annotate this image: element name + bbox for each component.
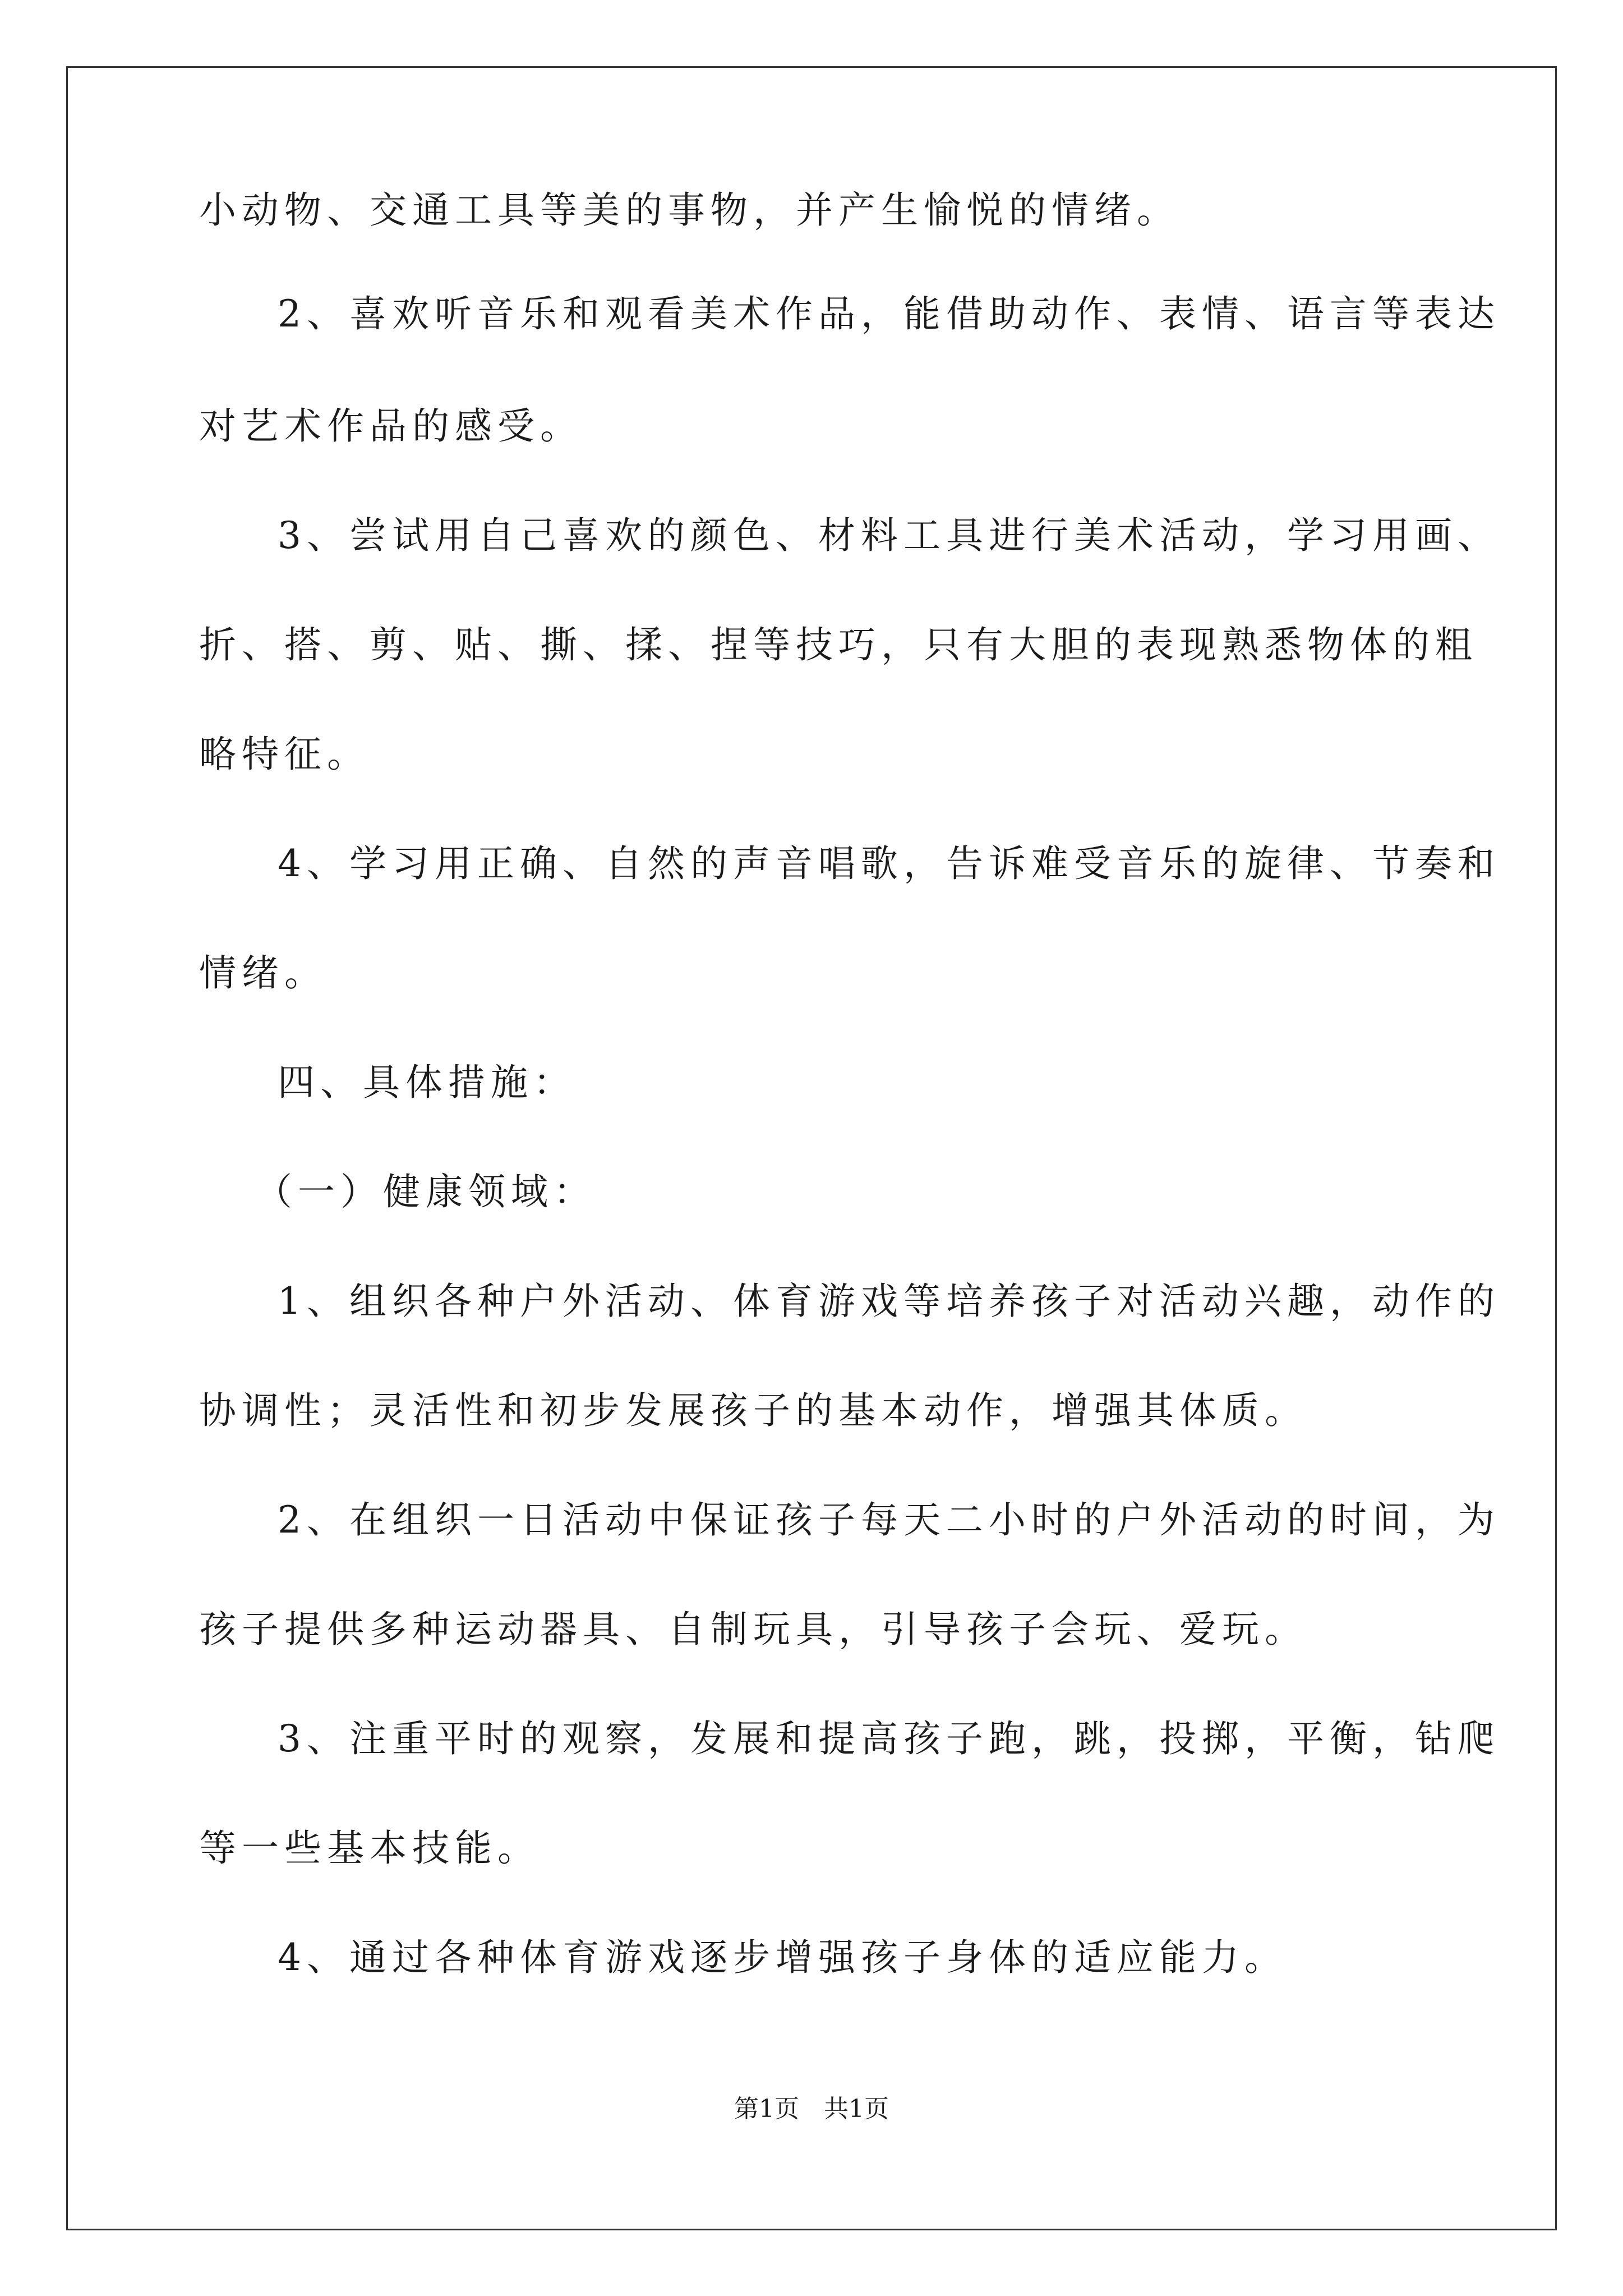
text-line: 等一些基本技能。	[199, 1826, 540, 1870]
text-line: 4、通过各种体育游戏逐步增强孩子身体的适应能力。	[278, 1936, 1287, 1979]
text-line: 小动物、交通工具等美的事物，并产生愉悦的情绪。	[199, 188, 1179, 232]
page-frame	[66, 66, 1557, 2230]
page-footer: 第1页 共1页	[734, 2095, 889, 2123]
text-line: 折、搭、剪、贴、撕、揉、捏等技巧，只有大胆的表现熟悉物体的粗	[199, 623, 1478, 666]
text-line: 协调性；灵活性和初步发展孩子的基本动作，增强其体质。	[199, 1389, 1307, 1432]
text-line: 对艺术作品的感受。	[199, 404, 583, 448]
text-line: 1、组织各种户外活动、体育游戏等培养孩子对活动兴趣，动作的	[278, 1280, 1500, 1323]
text-line: 3、注重平时的观察，发展和提高孩子跑，跳，投掷，平衡，钻爬	[278, 1717, 1500, 1760]
section-heading: 四、具体措施：	[278, 1061, 576, 1104]
text-line: 3、尝试用自己喜欢的颜色、材料工具进行美术活动，学习用画、	[278, 514, 1500, 557]
text-line: 2、在组织一日活动中保证孩子每天二小时的户外活动的时间，为	[278, 1498, 1500, 1542]
text-line: 情绪。	[199, 951, 327, 995]
text-line: 2、喜欢听音乐和观看美术作品，能借助动作、表情、语言等表达	[278, 292, 1500, 335]
text-line: 4、学习用正确、自然的声音唱歌，告诉难受音乐的旋律、节奏和	[278, 842, 1500, 885]
subsection-heading: （一）健康领域：	[255, 1170, 596, 1213]
text-line: 孩子提供多种运动器具、自制玩具，引导孩子会玩、爱玩。	[199, 1608, 1307, 1651]
text-line: 略特征。	[199, 733, 370, 776]
